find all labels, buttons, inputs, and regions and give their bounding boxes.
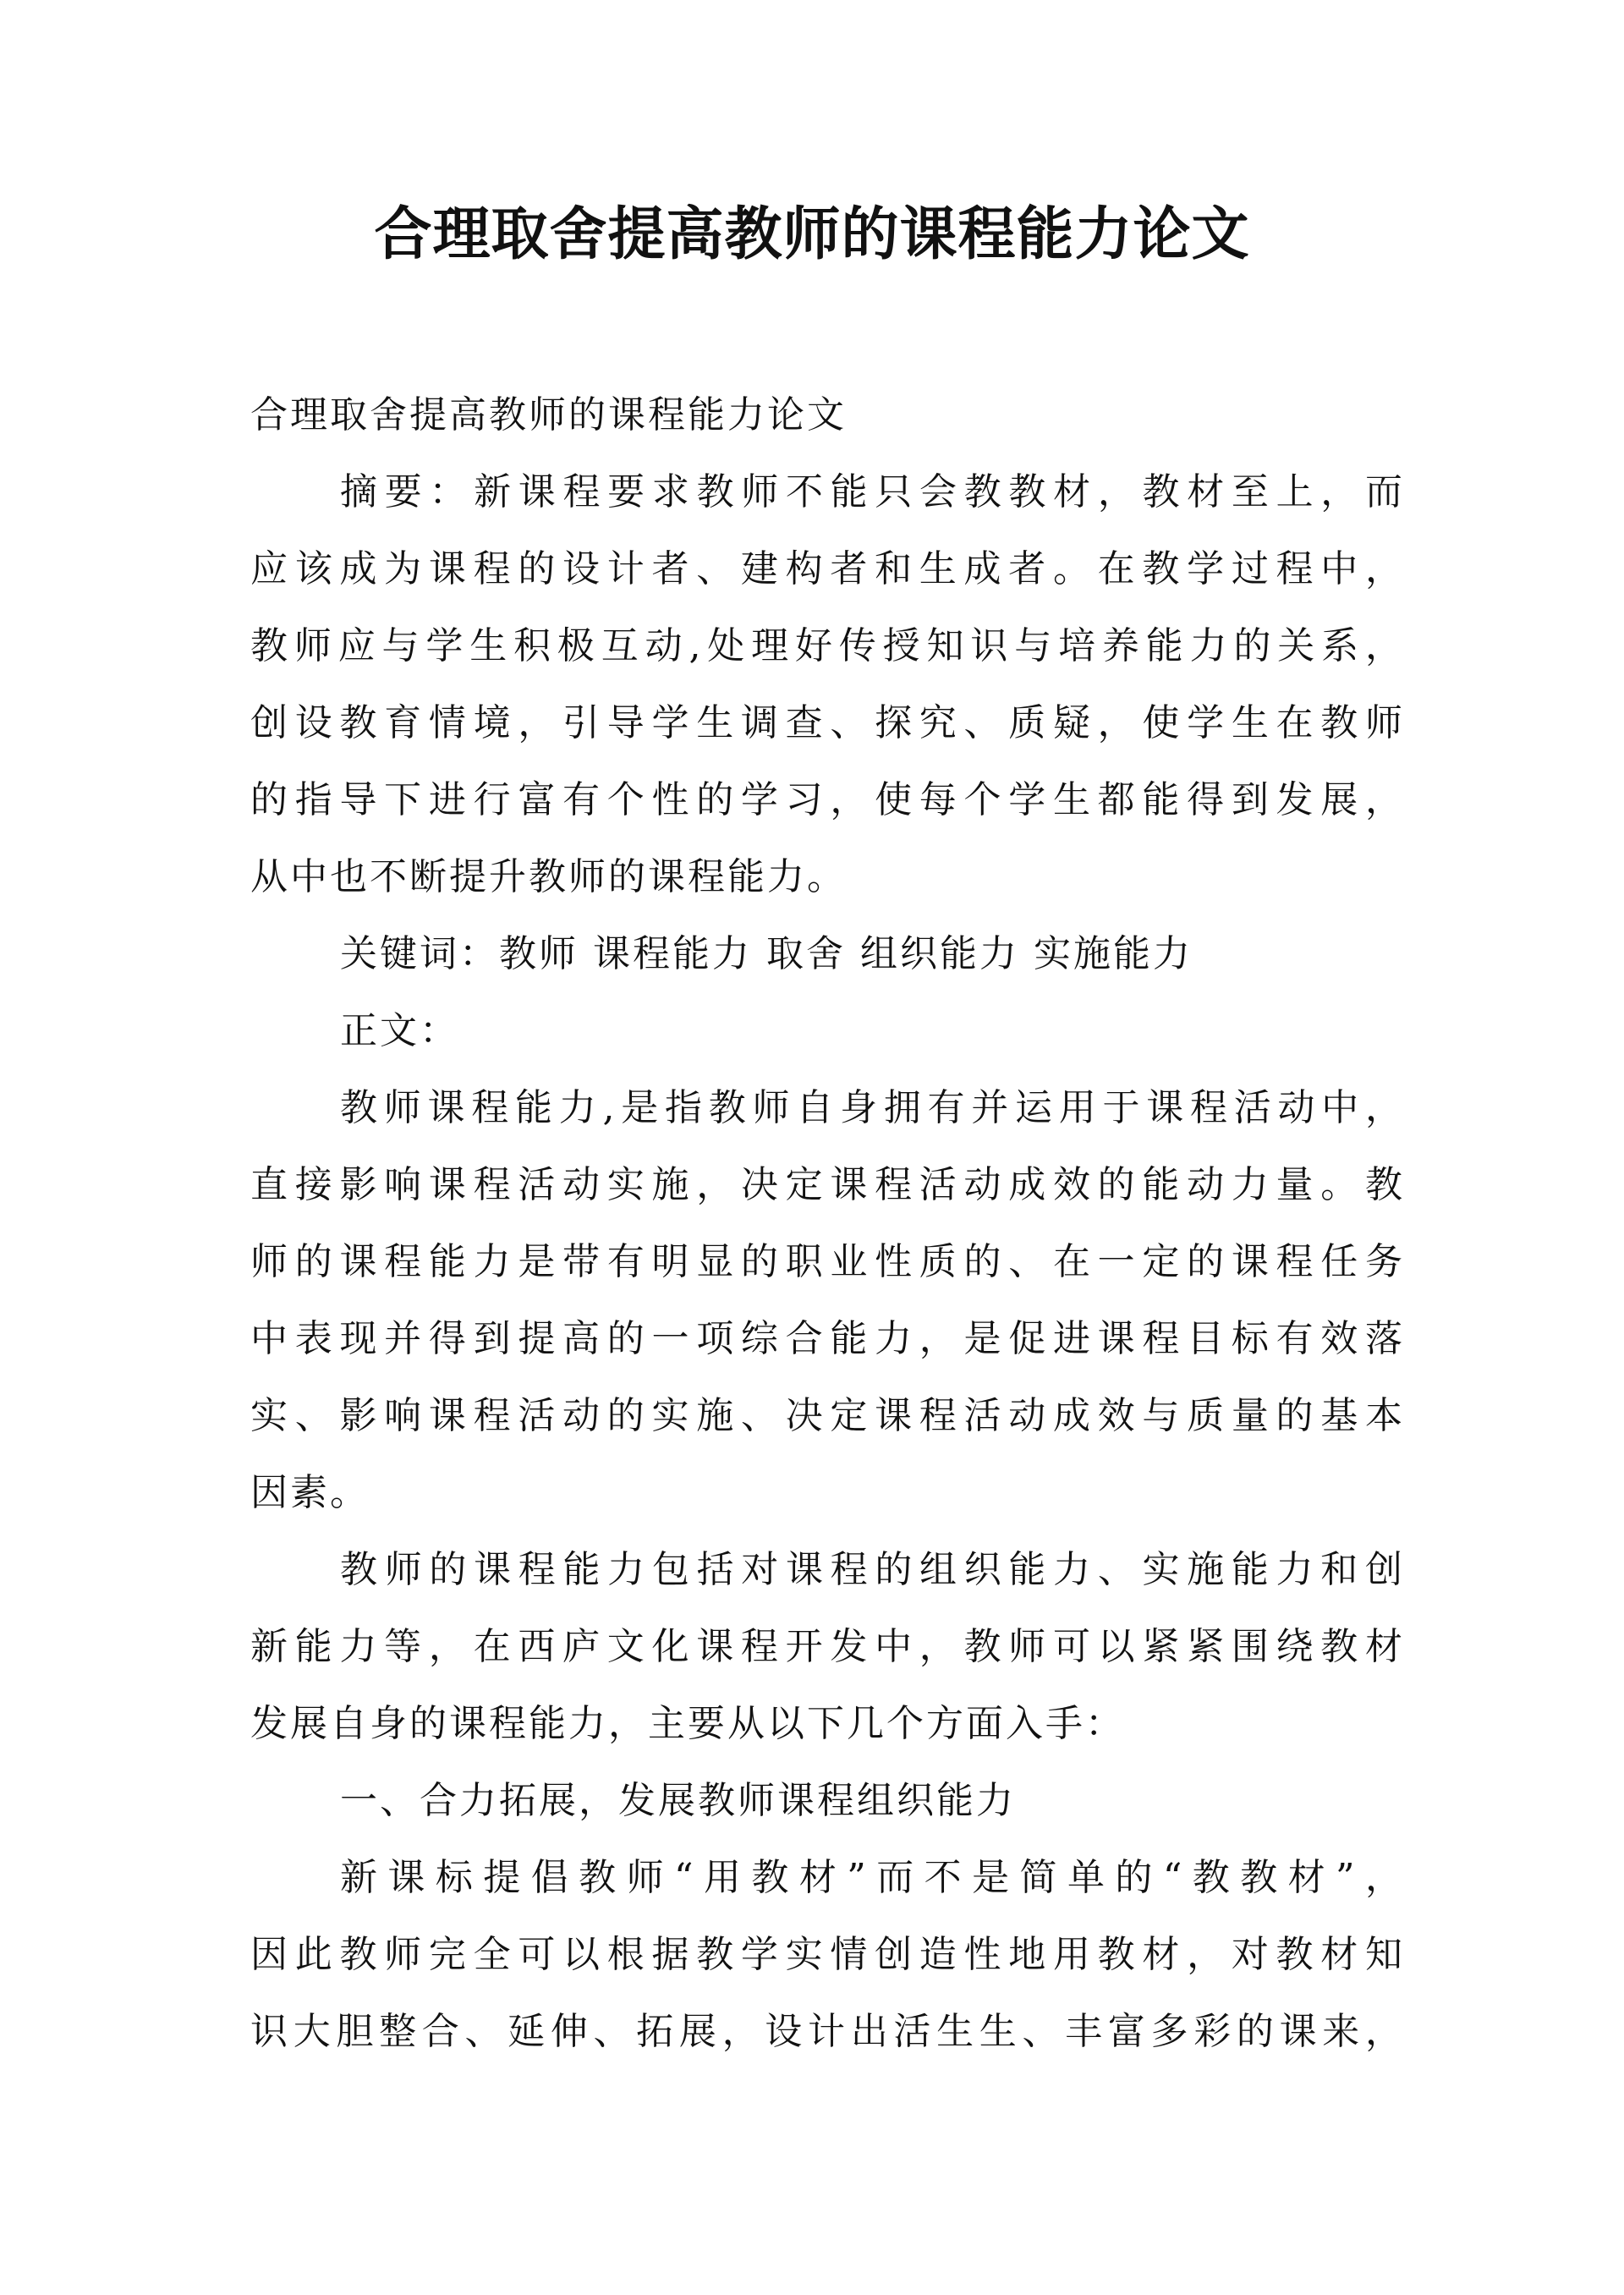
abstract-line-3: 教师应与学生积极互动,处理好传授知识与培养能力的关系，	[250, 624, 1405, 667]
body-line-title-repeat: 合理取舍提高教师的课程能力论文	[250, 393, 847, 436]
paragraph-1-line-2: 直接影响课程活动实施，决定课程活动成效的能动力量。教	[250, 1163, 1405, 1206]
abstract-line-2: 应该成为课程的设计者、建构者和生成者。在教学过程中，	[250, 547, 1405, 590]
paragraph-3-line-1: 新课标提倡教师“用教材”而不是简单的“教教材”，	[340, 1856, 1405, 1899]
main-text-label: 正文：	[340, 1009, 459, 1052]
abstract-line-4: 创设教育情境，引导学生调查、探究、质疑，使学生在教师	[250, 701, 1405, 744]
keywords-line: 关键词：教师 课程能力 取舍 组织能力 实施能力	[340, 932, 1193, 975]
abstract-line-5: 的指导下进行富有个性的学习，使每个学生都能得到发展，	[250, 778, 1405, 821]
document-title: 合理取舍提高教师的课程能力论文	[374, 201, 1250, 268]
abstract-line-6: 从中也不断提升教师的课程能力。	[250, 855, 847, 898]
section-heading-1: 一、合力拓展，发展教师课程组织能力	[340, 1779, 1016, 1822]
paragraph-1-line-1: 教师课程能力,是指教师自身拥有并运用于课程活动中，	[340, 1086, 1405, 1129]
paragraph-2-line-1: 教师的课程能力包括对课程的组织能力、实施能力和创	[340, 1548, 1405, 1591]
paragraph-1-line-5: 实、影响课程活动的实施、决定课程活动成效与质量的基本	[250, 1394, 1405, 1437]
paragraph-1-line-3: 师的课程能力是带有明显的职业性质的、在一定的课程任务	[250, 1240, 1405, 1283]
paragraph-2-line-2: 新能力等，在西庐文化课程开发中，教师可以紧紧围绕教材	[250, 1625, 1405, 1668]
paragraph-1-line-6: 因素。	[250, 1471, 370, 1514]
paragraph-2-line-3: 发展自身的课程能力，主要从以下几个方面入手：	[250, 1702, 1125, 1745]
paragraph-3-line-2: 因此教师完全可以根据教学实情创造性地用教材，对教材知	[250, 1933, 1405, 1976]
paragraph-1-line-4: 中表现并得到提高的一项综合能力，是促进课程目标有效落	[250, 1317, 1405, 1360]
document-body	[250, 376, 1405, 2070]
paragraph-3-line-3: 识大胆整合、延伸、拓展，设计出活生生、丰富多彩的课来，	[250, 2010, 1405, 2053]
abstract-line-1: 摘要：新课程要求教师不能只会教教材，教材至上，而	[340, 470, 1405, 513]
